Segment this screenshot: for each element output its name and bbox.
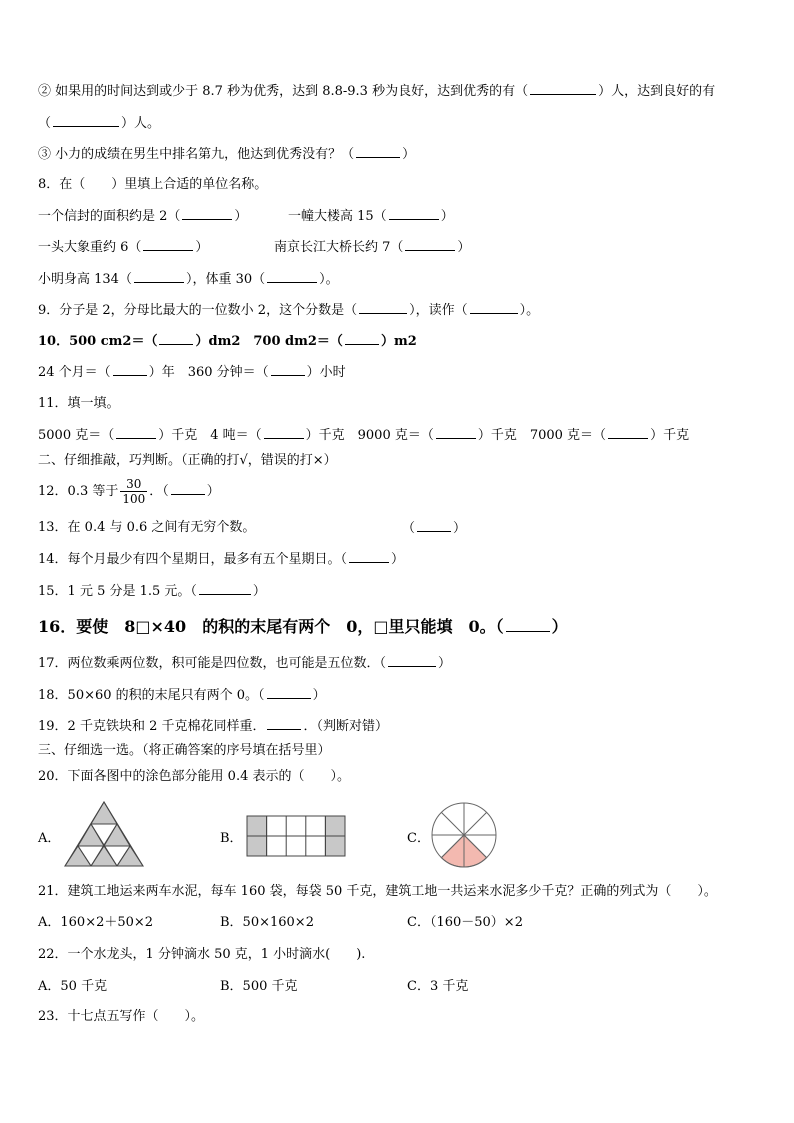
q16-text: 16．要使 8□×40 的积的末尾有两个 0，□里只能填 0。（ — [38, 617, 504, 636]
answer-blank[interactable] — [470, 301, 518, 314]
q20-option-b-label[interactable]: B． — [220, 831, 243, 846]
q13-text: （ — [402, 521, 416, 536]
q20-option-a-label[interactable]: A． — [38, 831, 61, 846]
q10-line2 — [38, 363, 756, 382]
q7-part2-text-c: （ — [38, 116, 52, 131]
q11-text: ）千克 — [650, 428, 690, 443]
q16 — [38, 617, 756, 637]
answer-blank[interactable] — [182, 207, 232, 220]
q13: 13．在 0.4 与 0.6 之间有无穷个数。 — [38, 520, 256, 535]
q15 — [38, 582, 756, 601]
q8-row1-right — [288, 207, 454, 226]
q8-text: ） — [234, 209, 248, 224]
q10-text: 24 个月＝（ — [38, 365, 111, 380]
q20-title: 20．下面各图中的涂色部分能用 0.4 表示的（ ）。 — [38, 769, 350, 784]
q11-text: ）千克 9000 克＝（ — [305, 428, 434, 443]
fraction-numerator: 30 — [120, 477, 147, 492]
q13-answer — [402, 519, 466, 538]
q17-text: 17．两位数乘两位数，积可能是四位数，也可能是五位数．（ — [38, 656, 387, 671]
q23-title: 23．十七点五写作（ ）。 — [38, 1009, 205, 1024]
q21-title: 21．建筑工地运来两车水泥，每车 160 袋，每袋 50 千克，建筑工地一共运来水泥多少千克？正确的列式为（ ）。 — [38, 884, 717, 899]
triangle-figure — [64, 800, 144, 868]
q11-row — [38, 426, 756, 445]
q10-text: 10．500 cm2＝（ — [38, 334, 158, 349]
answer-blank[interactable] — [264, 426, 304, 439]
q8-text: 一个信封的面积约是 2（ — [38, 209, 181, 224]
q8-text: 小明身高 134（ — [38, 272, 132, 287]
answer-blank[interactable] — [159, 332, 193, 345]
q19-text: ．（判断对错） — [303, 719, 388, 734]
answer-blank[interactable] — [506, 619, 550, 632]
q7-part2-text-b: ）人，达到良好的有 — [598, 84, 716, 99]
q8-text: ） — [457, 240, 471, 255]
q8-text: ），体重 30（ — [185, 272, 266, 287]
answer-blank[interactable] — [359, 301, 407, 314]
q13-text: ） — [453, 521, 467, 536]
answer-blank[interactable] — [113, 363, 147, 376]
q8-text: 南京长江大桥长约 7（ — [274, 240, 404, 255]
answer-blank[interactable] — [530, 82, 596, 95]
q21-option-b[interactable]: B．50×160×2 — [220, 915, 314, 930]
q7-part3 — [38, 145, 756, 164]
q12-text: 12．0.3 等于 — [38, 484, 119, 499]
answer-blank[interactable] — [417, 519, 451, 532]
q7-part2-line1 — [38, 82, 756, 101]
q12-text: ） — [206, 484, 220, 499]
answer-blank[interactable] — [143, 238, 193, 251]
circle-sector-figure — [430, 801, 498, 869]
answer-blank[interactable] — [267, 270, 317, 283]
q8-row1-left — [38, 207, 247, 226]
q9-text: ），读作（ — [409, 303, 468, 318]
q11-text: 5000 克＝（ — [38, 428, 115, 443]
q11-text: ）千克 4 吨＝（ — [158, 428, 262, 443]
q15-text: ） — [252, 584, 266, 599]
q22-option-b[interactable]: B．500 千克 — [220, 979, 298, 994]
q14-text: 14．每个月最少有四个星期日，最多有五个星期日。（ — [38, 552, 348, 567]
q7-part2-text-d: ）人。 — [121, 116, 161, 131]
q7-part2-line2 — [38, 114, 756, 133]
answer-blank[interactable] — [389, 207, 439, 220]
q10-line1 — [38, 332, 756, 351]
q10-text: ）年 360 分钟＝（ — [148, 365, 269, 380]
q19 — [38, 717, 756, 736]
section-3-heading: 三、仔细选一选。（将正确答案的序号填在括号里） — [38, 743, 331, 758]
q7-part3-text-b: ） — [402, 147, 416, 162]
q10-text: ）小时 — [306, 365, 346, 380]
section-2-heading: 二、仔细推敲，巧判断。（正确的打√，错误的打×） — [38, 453, 337, 468]
q8-text: ）。 — [319, 272, 339, 287]
answer-blank[interactable] — [436, 426, 476, 439]
answer-blank[interactable] — [271, 363, 305, 376]
q21-option-a[interactable]: A．160×2＋50×2 — [38, 915, 154, 930]
q15-text: 15．1 元 5 分是 1.5 元。（ — [38, 584, 197, 599]
answer-blank[interactable] — [116, 426, 156, 439]
q22-option-c[interactable]: C．3 千克 — [407, 979, 469, 994]
q7-part3-text-a: ③ 小力的成绩在男生中排名第九，他达到优秀没有？（ — [38, 147, 355, 162]
q10-text: ）m2 — [380, 334, 417, 349]
rectangle-grid-figure — [246, 815, 346, 857]
q9-text: 9．分子是 2，分母比最大的一位数小 2，这个分数是（ — [38, 303, 358, 318]
q17 — [38, 654, 756, 673]
answer-blank[interactable] — [267, 686, 311, 699]
q8-text: ） — [440, 209, 454, 224]
answer-blank[interactable] — [405, 238, 455, 251]
q8-row2-right — [274, 238, 470, 257]
q19-text: 19．2 千克铁块和 2 千克棉花同样重． — [38, 719, 266, 734]
q8-text: ） — [195, 240, 209, 255]
q14 — [38, 550, 756, 569]
answer-blank[interactable] — [388, 654, 436, 667]
q18 — [38, 686, 756, 705]
q7-part2-text-a: ② 如果用的时间达到或少于 8.7 秒为优秀，达到 8.8-9.3 秒为良好，达到优秀的有（ — [38, 84, 529, 99]
q8-row2-left — [38, 238, 208, 257]
fraction-denominator: 100 — [122, 492, 146, 506]
q21-option-c[interactable]: C．（160－50）×2 — [407, 915, 523, 930]
answer-blank[interactable] — [349, 550, 389, 563]
answer-blank[interactable] — [356, 145, 400, 158]
q8-title: 8．在（ ）里填上合适的单位名称。 — [38, 177, 268, 192]
q18-text: 18．50×60 的积的末尾只有两个 0。（ — [38, 688, 265, 703]
answer-blank[interactable] — [171, 482, 205, 495]
answer-blank[interactable] — [267, 717, 301, 730]
q17-text: ） — [438, 656, 452, 671]
q12-text: ．（ — [149, 484, 169, 499]
q8-text: 一幢大楼高 15（ — [288, 209, 387, 224]
q22-title: 22．一个水龙头，1 分钟滴水 50 克，1 小时滴水( ). — [38, 947, 366, 962]
q18-text: ） — [312, 688, 326, 703]
fraction — [120, 477, 147, 506]
answer-blank[interactable] — [199, 582, 251, 595]
q20-option-c-label[interactable]: C． — [407, 831, 430, 846]
q16-text: ） — [551, 617, 568, 636]
answer-blank[interactable] — [134, 270, 184, 283]
q10-text: ）dm2 700 dm2＝（ — [195, 334, 343, 349]
q22-option-a[interactable]: A．50 千克 — [38, 979, 108, 994]
answer-blank[interactable] — [608, 426, 648, 439]
q9-text: ）。 — [519, 303, 540, 318]
q11-text: ）千克 7000 克＝（ — [477, 428, 607, 443]
q9 — [38, 301, 756, 320]
q11-title: 11．填一填。 — [38, 396, 120, 411]
q8-text: 一头大象重约 6（ — [38, 240, 142, 255]
q14-text: ） — [391, 552, 405, 567]
answer-blank[interactable] — [345, 332, 379, 345]
q12 — [38, 474, 756, 510]
answer-blank[interactable] — [53, 114, 119, 127]
q8-row3 — [38, 270, 756, 289]
